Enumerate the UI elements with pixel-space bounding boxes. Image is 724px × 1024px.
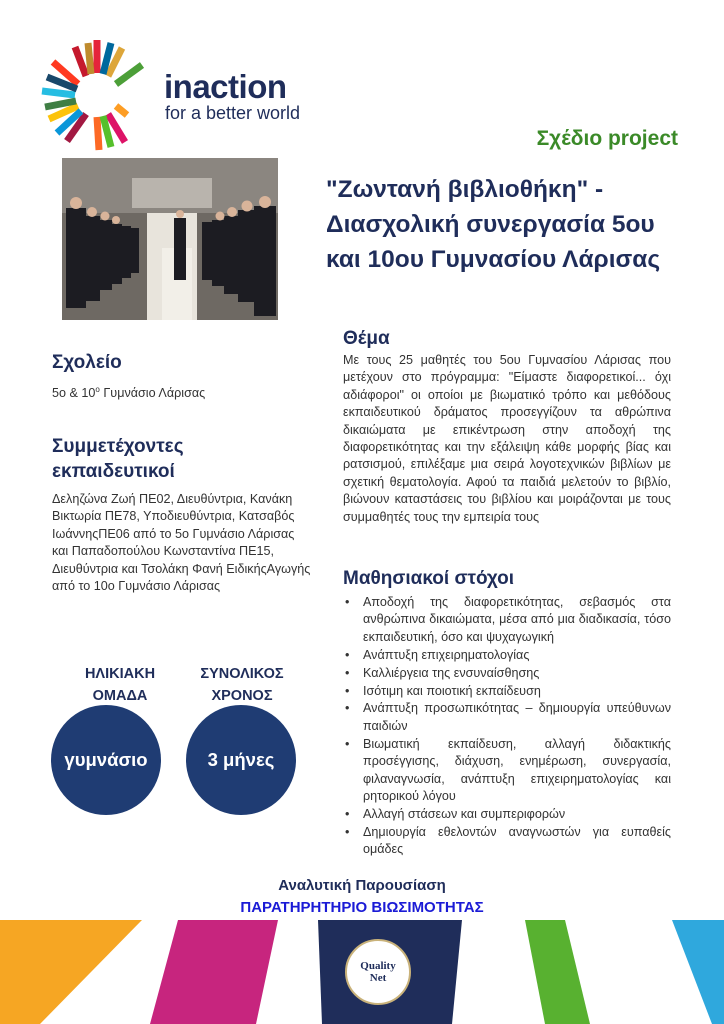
duration-label-line2: ΧΡΟΝΟΣ (211, 688, 273, 704)
logo-wordmark (164, 68, 287, 106)
theme-heading: Θέμα (343, 328, 390, 349)
logo-tagline: for a better world (165, 103, 301, 123)
event-photo (62, 158, 278, 320)
duration-badge: 3 μήνες (186, 705, 296, 815)
goal-item: • Αποδοχή της διαφορετικότητας, σεβασμός στα ανθρώπινα δικαιώματα, μέσα από μια διαδικασία, τόσο εκπαιδευτική, όσο και ψυχαγωγική (343, 594, 671, 646)
age-group-label-line1: ΗΛΙΚΙΑΚΗ (84, 666, 156, 682)
goal-item: • Ισότιμη και ποιοτική εκπαίδευση (343, 683, 671, 700)
duration-label (182, 663, 302, 707)
logo-action-text: action (192, 68, 287, 105)
goals-list (343, 594, 671, 859)
theme-value: Με τους 25 μαθητές του 5ου Γυμνασίου Λάρισας που μετέχουν στο πρόγραμμα: "Είμαστε διαφορετικοί... όχι αδιάφοροι" οι οποίοι με βιωματικό τρόπο και μεθόδους εκπαιδευτικού δράματος προσεγγίζουν τα αθρώπινα δικαιώματα με επικέντρωση στην αποδοχή της διαφορετικότητας και την εξάλειψη κάθε μορφής βίας και ρατσισμού, επιλέξαμε μια σειρά λογοτεχνικών βιβλίων με σχετική θεματολογία. Αφού τα παιδιά μελετούν το βιβλίο, βιώνουν καταστάσεις του βιβλίου και μοιράζονται με τους συμμαθητές τους την εμπειρία τους (343, 353, 671, 524)
document-type: Σχέδιο project (536, 127, 678, 150)
goal-item: • Καλλιέργεια της ενσυναίσθησης (343, 665, 671, 682)
duration-label-line1: ΣΥΝΟΛΙΚΟΣ (200, 666, 284, 682)
school-value-suffix: Γυμνάσιο Λάρισας (99, 386, 206, 401)
teachers-heading: Συμμετέχοντες εκπαιδευτικοί (52, 436, 184, 482)
goal-item: • Βιωματική εκπαίδευση, αλλαγή διδακτικής προσέγγισης, διάχυση, ενημέρωση, συνεργασία, φιλαναγνωσία, ανάπτυξη επιχειρηματολογίας και ρητορικού λόγου (343, 736, 671, 806)
quality-net-logo-text: Quality Net (360, 960, 396, 984)
quality-net-logo (345, 939, 411, 1005)
goal-item: • Ανάπτυξη επιχειρηματολογίας (343, 647, 671, 664)
age-group-label (60, 663, 180, 707)
teachers-value: Δεληζώνα Ζωή ΠΕ02, Διευθύντρια, Κανάκη Βικτωρία ΠΕ78, Υποδιευθύντρια, Κατσαβός ΙωάννηςΠΕ06 από το 5ο Γυμνάσιο Λάρισας και Παπαδοπούλου Κωνσταντίνα ΠΕ15, Διευθύντρια και Τσολάκη Φανή ΕιδικήςΑγωγής από το 10ο Γυμνάσιο Λάρισας (52, 492, 311, 594)
in-action-logo-icon (38, 36, 156, 154)
footer-observatory: ΠΑΡΑΤΗΡΗΤΗΡΙΟ ΒΙΩΣΙΜΟΤΗΤΑΣ (240, 899, 484, 916)
goal-item: • Ανάπτυξη προσωπικότητας – δημιουργία υπεύθυνων παιδιών (343, 700, 671, 735)
age-group-badge: γυμνάσιο (51, 705, 161, 815)
school-value-prefix: 5ο & 10 (52, 386, 96, 401)
age-group-label-line2: ΟΜΑΔΑ (92, 688, 148, 704)
goal-item: • Αλλαγή στάσεων και συμπεριφορών (343, 806, 671, 823)
school-value-sup: ο (95, 385, 100, 394)
school-value (52, 381, 205, 403)
school-heading: Σχολείο (52, 352, 122, 373)
logo-in-text: in (164, 68, 193, 105)
goal-item: • Δημιουργία εθελοντών αναγνωστών για ευπαθείς ομάδες (343, 824, 671, 859)
page-title: "Ζωντανή βιβλιοθήκη" - Διασχολική συνεργασία 5ου και 10ου Γυμνασίου Λάρισας (326, 176, 661, 273)
footer-presentation: Αναλυτική Παρουσίαση (278, 877, 446, 894)
goals-heading: Μαθησιακοί στόχοι (343, 568, 514, 589)
